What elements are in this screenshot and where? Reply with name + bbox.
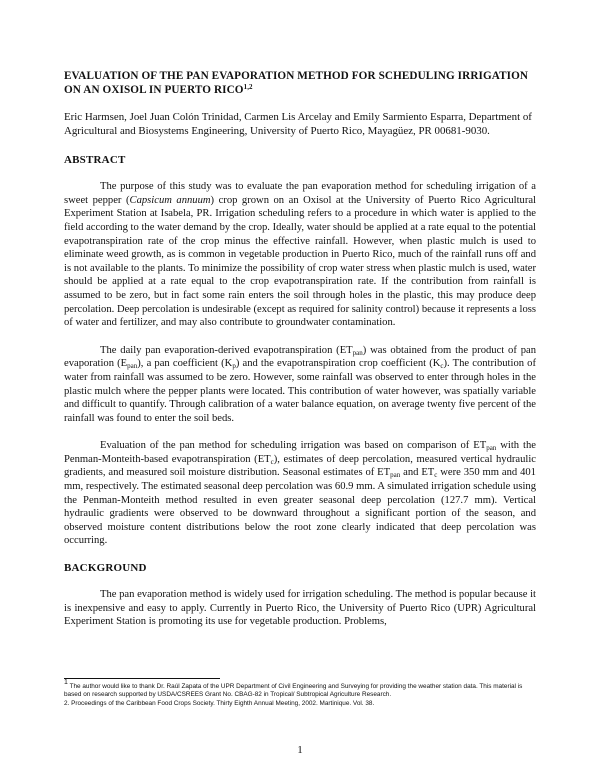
text-run: ) crop grown on an Oxisol at the University of Puerto Rico Agricultural Experiment Station at Isabela, PR. Irrigation scheduling refers to a procedure in which water is applied to the field according to the water demand by the crop. Ideally, water should be applied at a rate equal to the potential evapotranspiration rate of the crop minus the effective rainfall. However, when plastic mulch is used to eliminate weed growth, as is common in vegetable production in Puerto Rico, much of the rainfall runs off and is not available to the plants. To minimize the possibility of crop water stress when plastic mulch is used, water should be applied at a rate equal to the crop evapotranspiration rate. If the contribution from rainfall is assumed to be zero, but in fact some rain enters the soil through holes in the plastic, this may produce deep percolation. Deep percolation is undesirable (except as required for salinity control) because it represents a loss of water and fertilizer, and may also contribute to groundwater contamination. xyxy=(64,194,536,329)
title-footnote-mark: 1,2 xyxy=(243,82,253,91)
subscript: pan xyxy=(127,362,138,371)
footnote-2: 2. Proceedings of the Caribbean Food Crops Society. Thirty Eighth Annual Meeting, 2002. Martinique. Vol. 38. xyxy=(64,699,375,707)
footnotes xyxy=(64,678,536,708)
text-run: ), estimates of deep percolation, measured vertical hydraulic gradients, and measured soil moisture distribution. Seasonal estimates of ET xyxy=(64,453,536,479)
page-number: 1 xyxy=(297,744,303,756)
text-run: and ET xyxy=(400,467,435,479)
abstract-paragraph-1 xyxy=(64,180,536,330)
abstract-paragraph-3 xyxy=(64,439,536,548)
subscript: c xyxy=(270,457,274,466)
abstract-paragraph-2 xyxy=(64,344,536,426)
text-run: with the Penman-Monteith-based evapotranspiration (ET xyxy=(64,440,536,465)
subscript: c xyxy=(434,471,438,480)
text-run: ), a pan coefficient (K xyxy=(137,358,233,370)
abstract-heading: ABSTRACT xyxy=(64,154,126,167)
footnote-mark: 1 xyxy=(64,679,68,686)
author-block: Eric Harmsen, Joel Juan Colón Trinidad, Carmen Lis Arcelay and Emily Sarmiento Esparra, Department of Agricultural and Biosystems Engineering, University of Puerto Rico, Mayagüez, PR 00681-9030. xyxy=(64,111,532,137)
subscript: pan xyxy=(486,444,497,453)
species-name: Capsicum annuum xyxy=(129,194,211,206)
text-run: were 350 mm and 401 mm, respectively. The estimated seasonal deep percolation was 60.9 mm. A simulated irrigation schedule using the Penman-Monteith method resulted in even greater seasonal deep percolation (127.7 mm). Vertical hydraulic gradients were observed to be downward throughout a significant portion of the season, and observed moisture content distributions below the root zone clearly indicated that deep percolation was occurring. xyxy=(64,467,536,547)
title-text: EVALUATION OF THE PAN EVAPORATION METHOD FOR SCHEDULING IRRIGATION ON AN OXISOL IN PUERTO RICO xyxy=(64,70,529,96)
text-run: The purpose of this study was to evaluate the pan evaporation method for scheduling irrigation of a sweet pepper ( xyxy=(64,181,536,206)
background-heading: BACKGROUND xyxy=(64,562,147,575)
subscript: c xyxy=(440,362,444,371)
footnote-text: The author would like to thank Dr. Raúl Zapata of the UPR Department of Civil Engineering and Surveying for providing the weather station data. This material is based on research supported by USDA/CSREES Grant No. CBAG-82 in Tropical/ Subtropical Agriculture Research. xyxy=(64,683,523,699)
text-run: ) was obtained from the product of pan evaporation (E xyxy=(64,344,536,370)
background-paragraph-1: The pan evaporation method is widely used for irrigation scheduling. The method is popular because it is inexpensive and easy to apply. Currently in Puerto Rico, the University of Puerto Rico (UPR) Agricultural Experiment Station is promoting its use for vegetable production. Problems, xyxy=(64,589,536,628)
paper-title xyxy=(64,70,536,97)
paper-page xyxy=(64,70,536,643)
text-run: ) and the evapotranspiration crop coefficient (K xyxy=(235,358,441,370)
footnote-1 xyxy=(64,679,536,700)
subscript: p xyxy=(232,362,236,371)
footnote-divider xyxy=(64,678,220,679)
subscript: pan xyxy=(390,471,401,480)
subscript: pan xyxy=(352,348,363,357)
text-run: ). The contribution of water from rainfall was assumed to be zero. However, some rainfall was observed to enter through holes in the plastic mulch where the pepper plants were located. This contribution of water however, was spatially variable and difficult to quantify. Through calibration of a water balance equation, on average twenty five percent of the rainfall was found to enter the soil beds. xyxy=(64,358,537,424)
text-run: The daily pan evaporation-derived evapotranspiration (ET xyxy=(100,344,353,356)
text-run: Evaluation of the pan method for scheduling irrigation was based on comparison of ET xyxy=(100,440,487,452)
